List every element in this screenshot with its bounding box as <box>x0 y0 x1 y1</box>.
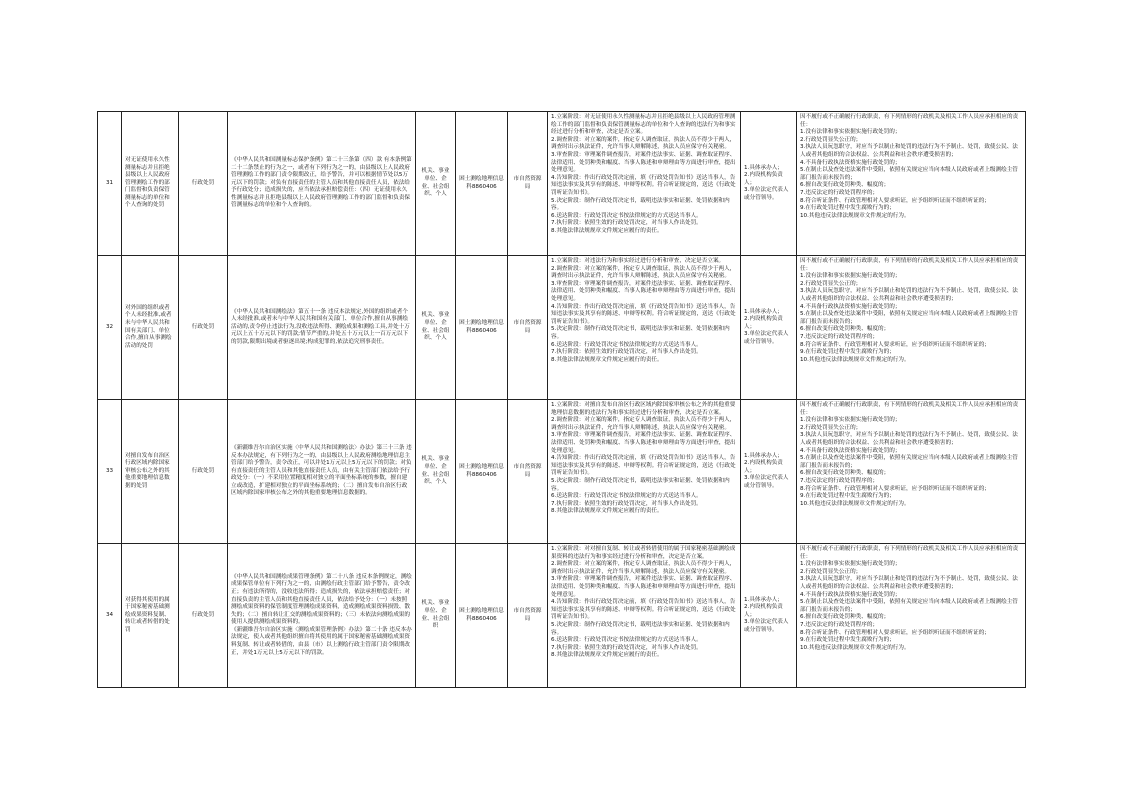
table-row <box>98 112 1026 256</box>
applicable-subject: 机关、事业单位、企业、社会组织、个人 <box>416 256 456 400</box>
row-number: 34 <box>98 544 122 688</box>
table-row <box>98 400 1026 544</box>
accountability-clauses: 因不履行或不正确履行行政职责，有下列情形的行政机关及相关工作人员应承担相应的责任： 1.没有法律和事实依据实施行政处罚的； 2.行政处罚显失公正的； 3.执法人员玩忽职守，对应当予以制止和处罚的违法行为不予制止、处罚，致使公民、法人或者其他组织的合法权益、公共利益和社会秩序遭受损害的； 4.不具备行政执法资格实施行政处罚的； 5.在制止以及查处违法案件中受阻，依照有关规定应当向本级人民政府或者上级测绘主管部门报告而未报告的； 6.擅自改变行政处罚种类、幅度的； 7.违反法定的行政处罚程序的； 8.符合听证条件、行政管理相对人要求听证，应予组织听证而不组织听证的； 9.在行政处罚过程中发生腐败行为的； 10.其他违反法律法规规章文件规定的行为。 <box>797 256 1026 400</box>
responsible-persons: 1.具体承办人； 2.内设机构负责人； 3.单位法定代表人或分管领导。 <box>741 400 797 544</box>
power-type: 行政处罚 <box>179 256 228 400</box>
implementing-organ: 市自然资源局 <box>508 544 548 688</box>
implementing-organ: 市自然资源局 <box>508 112 548 256</box>
power-type: 行政处罚 <box>179 544 228 688</box>
applicable-subject: 机关、事业单位、企业、社会组织 <box>416 544 456 688</box>
legal-basis: 《中华人民共和国测量标志保护条例》第二十三条第（四）款 有本条例第二十二条禁止的行为之一，或者有下列行为之一的，由县级以上人民政府管理测绘工作的部门责令限期改正，给予警告，并可以根据情节处以5万元以下的罚款；对负有直接责任的主管人员和其他直接责任人员，依法给予行政处分；造成损失的，应当依法承担赔偿责任：（四）无证使用永久性测量标志并且拒绝县级以上人民政府管理测绘工作的部门监督和负责保管测量标志的单位和个人查询的。 <box>228 112 416 256</box>
row-number: 31 <box>98 112 122 256</box>
table-row <box>98 544 1026 688</box>
accountability-clauses: 因不履行或不正确履行行政职责，有下列情形的行政机关及相关工作人员应承担相应的责任： 1.没有法律和事实依据实施行政处罚的； 2.行政处罚显失公正的； 3.执法人员玩忽职守，对应当予以制止和处罚的违法行为不予制止、处罚，致使公民、法人或者其他组织的合法权益、公共利益和社会秩序遭受损害的； 4.不具备行政执法资格实施行政处罚的； 5.在制止以及查处违法案件中受阻，依照有关规定应当向本级人民政府或者上级测绘主管部门报告而未报告的； 6.擅自改变行政处罚种类、幅度的； 7.违反法定的行政处罚程序的； 8.符合听证条件、行政管理相对人要求听证，应予组织听证而不组织听证的； 9.在行政处罚过程中发生腐败行为的； 10.其他违反法律法规规章文件规定的行为。 <box>797 112 1026 256</box>
accountability-clauses: 因不履行或不正确履行行政职责，有下列情形的行政机关及相关工作人员应承担相应的责任： 1.没有法律和事实依据实施行政处罚的； 2.行政处罚显失公正的； 3.执法人员玩忽职守，对应当予以制止和处罚的违法行为不予制止、处罚，致使公民、法人或者其他组织的合法权益、公共利益和社会秩序遭受损害的； 4.不具备行政执法资格实施行政处罚的； 5.在制止以及查处违法案件中受阻，依照有关规定应当向本级人民政府或者上级测绘主管部门报告而未报告的； 6.擅自改变行政处罚种类、幅度的； 7.违反法定的行政处罚程序的； 8.符合听证条件、行政管理相对人要求听证，应予组织听证而不组织听证的； 9.在行政处罚过程中发生腐败行为的； 10.其他违反法律法规规章文件规定的行为。 <box>797 544 1026 688</box>
process-responsibility: 1.立案阶段：对对擅自复制、转让或者转借使用的属于国家秘密基础测绘成果资料的违法行为和事实经过进行分析和审查，决定是否立案。 2.调查阶段：对立案的案件，指定专人调查取证，执法人员不得少于两人，调查时出示执法证件，允许当事人辩解陈述，执法人员应保守有关秘密。 3.审查阶段：审理案件调查报告，对案件违法事实、证据、调查取证程序、法律适用、处罚种类和幅度、当事人陈述和申辩理由等方面进行审查，提出处理意见。 4.告知阶段：作出行政处罚决定前，填《行政处罚告知书》送达当事人，告知违法事实及其享有的陈述、申辩等权利。符合听证规定的，送达《行政处罚听证告知书》。 5.决定阶段：制作行政处罚决定书，载明违法事实和证据、处罚依据和内容。 6.送达阶段：行政处罚决定书按法律规定的方式送达当事人。 7.执行阶段：依照生效的行政处罚决定，对当事人作出处罚。 8.其他法律法规规章文件规定应履行的责任。 <box>548 544 741 688</box>
power-item-name: 对无证使用永久性测量标志并且拒绝县级以上人民政府管理测绘工作的部门监督和负责保管测量标志的单位和个人查询的处罚 <box>122 112 179 256</box>
power-list-table <box>97 111 1026 688</box>
responsible-persons: 1.具体承办人； 2.内设机构负责人； 3.单位法定代表人或分管领导。 <box>741 112 797 256</box>
responsible-dept-phone: 困土测绘地理信息科8860406 <box>456 400 508 544</box>
power-type: 行政处罚 <box>179 400 228 544</box>
responsible-persons: 1.具体承办人； 2.内设机构负责人； 3.单位法定代表人或分管领导。 <box>741 544 797 688</box>
process-responsibility: 1.立案阶段：对违法行为和事实经过进行分析和审查，决定是否立案。 2.调查阶段：对立案的案件，指定专人调查取证，执法人员不得少于两人，调查时出示执法证件，允许当事人辩解陈述，执法人员应保守有关秘密。 3.审查阶段：审理案件调查报告，对案件违法事实、证据、调查取证程序、法律适用、处罚种类和幅度、当事人陈述和申辩理由等方面进行审查，提出处理意见。 4.告知阶段：作出行政处罚决定前，填《行政处罚告知书》送达当事人，告知违法事实及其享有的陈述、申辩等权利。符合听证规定的，送达《行政处罚听证告知书》。 5.决定阶段：制作行政处罚决定书，载明违法事实和证据、处罚依据和内容。 6.送达阶段：行政处罚决定书按法律规定的方式送达当事人。 7.执行阶段：依照生效的行政处罚决定，对当事人作出处罚。 8.其他法律法规规章文件规定应履行的责任。 <box>548 256 741 400</box>
responsible-dept-phone: 困土测绘地理信息科8860406 <box>456 112 508 256</box>
row-number: 33 <box>98 400 122 544</box>
applicable-subject: 机关、事业单位、企业、社会组织、个人 <box>416 400 456 544</box>
responsible-dept-phone: 困土测绘地理信息科8860406 <box>456 256 508 400</box>
implementing-organ: 市自然资源局 <box>508 256 548 400</box>
process-responsibility: 1.立案阶段：对无证使用永久性测量标志并且拒绝县级以上人民政府管理测绘工作的部门监督和负责保管测量标志的单位和个人查询的违法行为和事实经过进行分析和审查，决定是否立案。 2.调查阶段：对立案的案件，指定专人调查取证，执法人员不得少于两人，调查时出示执法证件，允许当事人辩解陈述，执法人员应保守有关秘密。 3.审查阶段：审理案件调查报告，对案件违法事实、证据、调查取证程序、法律适用、处罚种类和幅度、当事人陈述和申辩理由等方面进行审查，提出处理意见。 4.告知阶段：作出行政处罚决定前，填《行政处罚告知书》送达当事人，告知违法事实及其享有的陈述、申辩等权利。符合听证规定的，送达《行政处罚听证告知书》。 5.决定阶段：制作行政处罚决定书，载明违法事实和证据、处罚依据和内容。 6.送达阶段：行政处罚决定书按法律规定的方式送达当事人。 7.执行阶段：依照生效的行政处罚决定，对当事人作出处罚。 8.其他法律法规规章文件规定应履行的责任。 <box>548 112 741 256</box>
responsible-persons: 1.具体承办人； 2.内设机构负责人； 3.单位法定代表人或分管领导。 <box>741 256 797 400</box>
legal-basis: 《新疆维吾尔自治区实施〈中华人民共和国测绘法〉办法》第三十三条 违反本办法规定，有下列行为之一的，由县级以上人民政府测绘地理信息主管部门给予警告，责令改正，可以并处1万元以上5万元以下的罚款；对负有直接责任的主管人员和其他直接责任人员，由有关主管部门依法给予行政处分：（一）不采用位置精度相对独立的平面坐标系统的参数，擅自建立或改造，扩建相对独立的平面坐标系统的；（二）擅自发布自治区行政区域内除国家审核公布之外的其他重要地理信息数据的。 <box>228 400 416 544</box>
process-responsibility: 1.立案阶段：对擅自发布自治区行政区域内除国家审核公布之外的其他重要地理信息数据的违法行为和事实经过进行分析和审查，决定是否立案。 2.调查阶段：对立案的案件，指定专人调查取证，执法人员不得少于两人，调查时出示执法证件，允许当事人辩解陈述，执法人员应保守有关秘密。 3.审查阶段：审理案件调查报告，对案件违法事实、证据、调查取证程序、法律适用、处罚种类和幅度、当事人陈述和申辩理由等方面进行审查，提出处理意见。 4.告知阶段：作出行政处罚决定前，填《行政处罚告知书》送达当事人，告知违法事实及其享有的陈述、申辩等权利。符合听证规定的，送达《行政处罚听证告知书》。 5.决定阶段：制作行政处罚决定书，载明违法事实和证据、处罚依据和内容。 6.送达阶段：行政处罚决定书按法律规定的方式送达当事人。 7.执行阶段：依照生效的行政处罚决定，对当事人作出处罚。 8.其他法律法规规章文件规定应履行的责任。 <box>548 400 741 544</box>
responsible-dept-phone: 困土测绘地理信息科8860406 <box>456 544 508 688</box>
row-number: 32 <box>98 256 122 400</box>
table-row <box>98 256 1026 400</box>
power-type: 行政处罚 <box>179 112 228 256</box>
legal-basis: 《中华人民共和国测绘成果管理条例》第二十八条 违反本条例规定，测绘成果保管单位有下列行为之一的，由测绘行政主管部门给予警告，责令改正；有违法所得的，没收违法所得；造成损失的，依法承担赔偿责任；对直接负责的主管人员和其他直接责任人员，依法给予处分：（一）未按照测绘成果资料的保管制度管理测绘成果资料，造成测绘成果资料损毁、散失的；（二）擅自转让汇交的测绘成果资料的；（三）未依法向测绘成果的使用人提供测绘成果资料的。 《新疆维吾尔自治区实施〈测绘成果管理条例〉办法》第二十条 违反本办法规定，使人或者其他组织擅自将其使用的属于国家秘密基础测绘成果资料复制、转让或者转借的，由县（市）以上测绘行政主管部门责令限期改正，并处1万元以上5万元以下的罚款。 <box>228 544 416 688</box>
accountability-clauses: 因不履行或不正确履行行政职责，有下列情形的行政机关及相关工作人员应承担相应的责任： 1.没有法律和事实依据实施行政处罚的； 2.行政处罚显失公正的； 3.执法人员玩忽职守，对应当予以制止和处罚的违法行为不予制止、处罚，致使公民、法人或者其他组织的合法权益、公共利益和社会秩序遭受损害的； 4.不具备行政执法资格实施行政处罚的； 5.在制止以及查处违法案件中受阻，依照有关规定应当向本级人民政府或者上级测绘主管部门报告而未报告的； 6.擅自改变行政处罚种类、幅度的； 7.违反法定的行政处罚程序的； 8.符合听证条件、行政管理相对人要求听证，应予组织听证而不组织听证的； 9.在行政处罚过程中发生腐败行为的； 10.其他违反法律法规规章文件规定的行为。 <box>797 400 1026 544</box>
power-item-name: 对外国的组织或者个人未经批准,或者未与中华人民共和国有关部门、单位合作,擅自从事测绘活动的处罚 <box>122 256 179 400</box>
applicable-subject: 机关、事业单位、企业、社会组织、个人 <box>416 112 456 256</box>
power-item-name: 对擅自发布自治区行政区域内除国家审核公布之外的其他重要地理信息数据的处罚 <box>122 400 179 544</box>
power-item-name: 对获得其使用的属于国家秘密基础测绘成果资料复制、转让或者转借的处罚 <box>122 544 179 688</box>
implementing-organ: 市自然资源局 <box>508 400 548 544</box>
legal-basis: 《中华人民共和国测绘法》第五十一条 违反本法规定,外国的组织或者个人未经批准,或者未与中华人民共和国有关部门、单位合作,擅自从事测绘活动的,责令停止违法行为,没收违法所得、测绘成果和测绘工具,并处十万元以上五十万元以下的罚款;情节严重的,并处五十万元以上一百万元以下的罚款,限期出境或者驱逐出境;构成犯罪的,依法追究刑事责任。 <box>228 256 416 400</box>
